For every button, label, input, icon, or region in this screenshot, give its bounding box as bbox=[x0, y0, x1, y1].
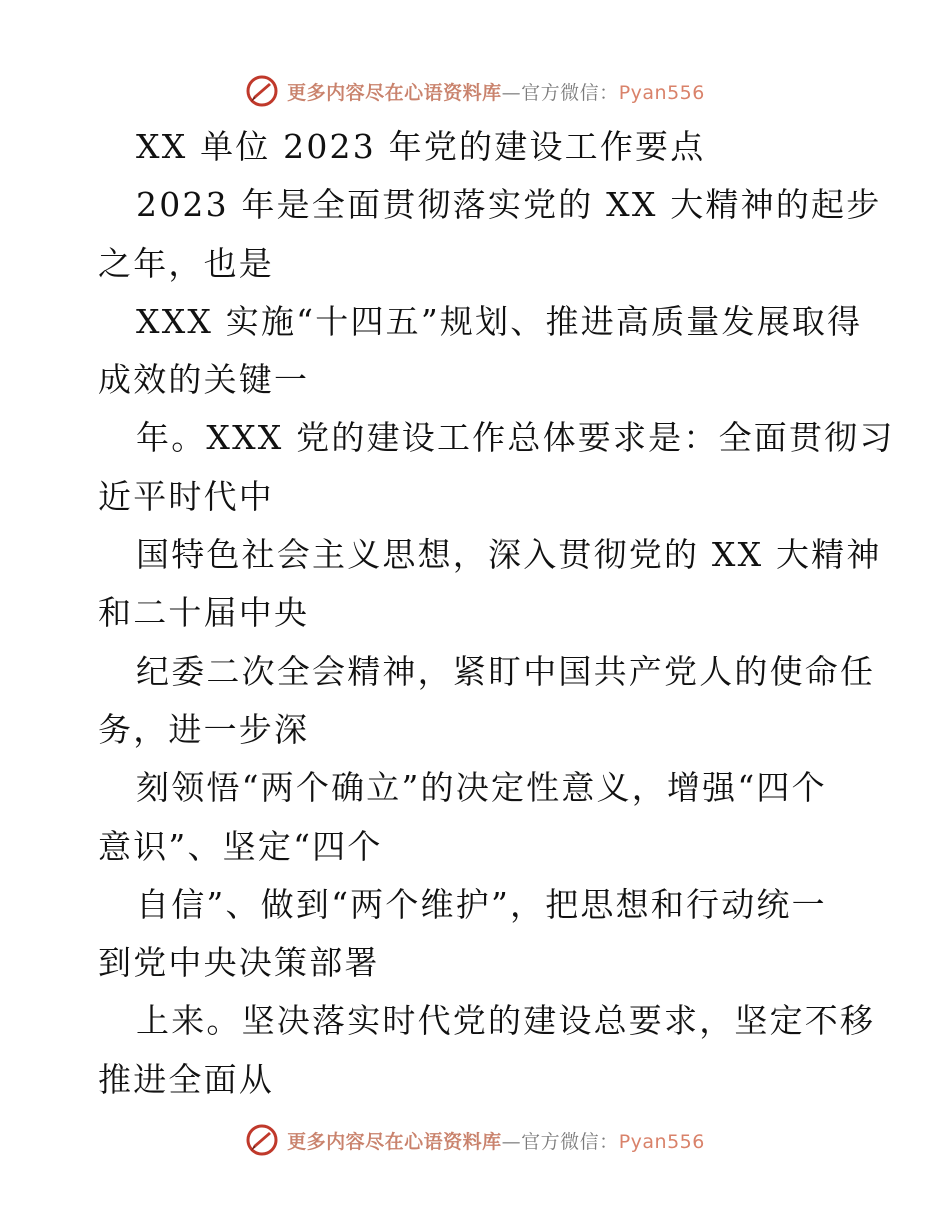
paragraph-line: 刻领悟“两个确立”的决定性意义，增强“四个 bbox=[136, 768, 827, 808]
watermark-wechat-id: Pyan556 bbox=[618, 1130, 705, 1153]
paragraph-line: 和二十届中央 bbox=[98, 593, 310, 633]
watermark-site-name: 更多内容尽在心语资料库 bbox=[287, 81, 502, 104]
paragraph-line: XXX 实施“十四五”规划、推进高质量发展取得 bbox=[136, 301, 863, 341]
paragraph-line: 年。XXX 党的建设工作总体要求是：全面贯彻习 bbox=[136, 418, 895, 458]
paragraph-line: 2023 年是全面贯彻落实党的 XX 大精神的起步 bbox=[136, 185, 882, 225]
paragraph-line: 之年，也是 bbox=[98, 243, 274, 283]
document-title: XX 单位 2023 年党的建设工作要点 bbox=[136, 127, 706, 166]
footer-watermark bbox=[0, 1120, 950, 1160]
brand-logo-icon bbox=[245, 74, 279, 108]
brand-logo-icon bbox=[245, 1123, 279, 1157]
header-watermark bbox=[0, 71, 950, 111]
watermark-separator: — bbox=[501, 81, 522, 104]
watermark-wechat-id: Pyan556 bbox=[618, 81, 705, 104]
paragraph-line: 纪委二次全会精神，紧盯中国共产党人的使命任 bbox=[136, 651, 876, 691]
watermark-text bbox=[287, 1127, 705, 1154]
paragraph-line: 上来。坚决落实时代党的建设总要求，坚定不移 bbox=[136, 1001, 876, 1041]
watermark-separator: — bbox=[501, 1130, 522, 1153]
paragraph-line: 国特色社会主义思想，深入贯彻党的 XX 大精神 bbox=[136, 535, 882, 575]
watermark-site-name: 更多内容尽在心语资料库 bbox=[287, 1130, 502, 1153]
document-body bbox=[98, 118, 895, 1109]
paragraph-line: 自信”、做到“两个维护”，把思想和行动统一 bbox=[136, 884, 827, 924]
paragraph-line: 意识”、坚定“四个 bbox=[98, 826, 383, 866]
paragraph-line: 推进全面从 bbox=[98, 1059, 274, 1099]
paragraph-line: 到党中央决策部署 bbox=[98, 943, 380, 983]
paragraph-line: 成效的关键一 bbox=[98, 360, 310, 400]
watermark-text bbox=[287, 78, 705, 105]
watermark-wechat-label: 官方微信： bbox=[521, 81, 619, 104]
watermark-wechat-label: 官方微信： bbox=[521, 1130, 619, 1153]
paragraph-line: 近平时代中 bbox=[98, 476, 274, 516]
paragraph-line: 务，进一步深 bbox=[98, 709, 310, 749]
